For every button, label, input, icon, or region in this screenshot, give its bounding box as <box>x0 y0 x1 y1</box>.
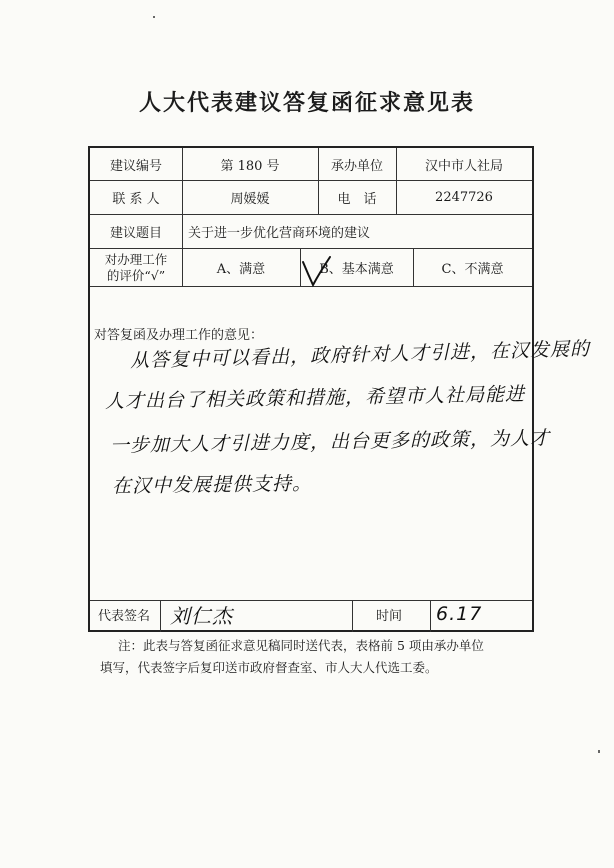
signature-value: 刘仁杰 <box>170 604 233 628</box>
phone-label: 电 话 <box>337 192 377 207</box>
opinion-label: 对答复函及办理工作的意见： <box>94 328 264 343</box>
option-satisfied: A、满意 <box>216 262 266 277</box>
evaluation-label-line1: 对办理工作 <box>104 251 168 267</box>
handling-unit-label: 承办单位 <box>330 158 383 174</box>
contact-value: 周媛媛 <box>230 192 270 207</box>
subject-value: 关于进一步优化营商环境的建议 <box>188 226 371 241</box>
proposal-no-value: 第 180 号 <box>220 158 280 174</box>
scan-speck <box>153 16 155 18</box>
phone-value: 2247726 <box>435 190 493 205</box>
contact-label: 联 系 人 <box>112 192 160 207</box>
option-not-satisfied: C、不满意 <box>441 262 504 277</box>
col-divider <box>160 600 161 632</box>
footnote-line-1: 注：此表与答复函征求意见稿同时送代表，表格前 5 项由承办单位 <box>118 638 484 653</box>
option-b-text: 基本满意 <box>341 262 394 277</box>
checkmark-icon <box>300 254 340 290</box>
evaluation-label-line2: 的评价“√” <box>106 267 166 283</box>
form-title: 人大代表建议答复函征求意见表 <box>138 90 475 116</box>
handwritten-line-3: 一步加大人才引进力度，出台更多的政策，为人才 <box>109 427 551 457</box>
handwritten-line-4: 在汉中发展提供支持。 <box>111 472 313 498</box>
time-label: 时间 <box>375 608 402 624</box>
footnote-line-2: 填写，代表签字后复印送市政府督查室、市人大人代选工委。 <box>100 660 438 675</box>
handwritten-line-2: 人才出台了相关政策和措施，希望市人社局能进 <box>104 383 526 413</box>
col-divider <box>430 600 431 632</box>
signature-label: 代表签名 <box>97 608 150 624</box>
time-value: 6.17 <box>436 603 483 625</box>
subject-label: 建议题目 <box>109 226 162 241</box>
proposal-no-label: 建议编号 <box>109 158 162 174</box>
handwritten-line-1: 从答复中可以看出，政府针对人才引进，在汉发展的 <box>129 337 591 373</box>
evaluation-label <box>90 249 182 286</box>
option-b-prefix: B、 <box>319 262 342 277</box>
handling-unit-value: 汉中市人社局 <box>424 158 503 174</box>
scan-speck <box>598 750 600 753</box>
